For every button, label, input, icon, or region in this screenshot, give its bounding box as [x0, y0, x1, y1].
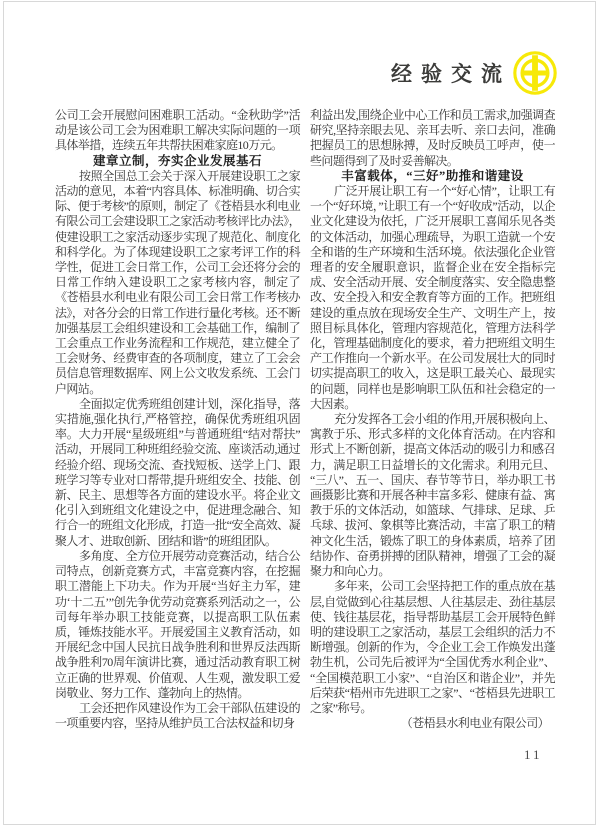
paragraph: 多角度、全方位开展劳动竞赛活动，结合公司特点，创新竞赛方式，丰富竞赛内容，在挖掘职工潜能上下功夫。作为开展“当好主力军，建功‘十二五’”创先争优劳动竞赛系列活动之一，公司每年举办职工技能竞赛，以提高职工队伍素质，锤炼技能水平。开展爱国主义教育活动，如开展纪念中国人民抗日战争胜利和世界反法西斯战争胜利70周年演讲比赛，通过活动教育职工树立正确的世界观、价值观、人生观，激发职工爱岗敬业、努力工作、蓬勃向上的热情。 [55, 548, 300, 700]
trade-union-emblem-icon [512, 50, 558, 96]
paragraph: 多年来，公司工会坚持把工作的重点放在基层,自觉做到心往基层想、人往基层走、劲往基层使、钱往基层花，指导帮助基层工会开展特色鲜明的建设职工之家活动，基层工会组织的活力不断增强。创新的作为，令企业工会工作焕发出蓬勃生机，公司先后被评为“全国优秀水利企业”、“全国模范职工小家”、“自治区和谐企业”，并先后荣获“梧州市先进职工之家”、“苍梧县先进职工之家”称号。 [310, 579, 555, 715]
paragraph: 全面拟定优秀班组创建计划，深化指导，落实措施,强化执行,严格管控，确保优秀班组巩固率。大力开展“星级班组”与普通班组“结对帮扶”活动，开展同工种班组经验交流、座谈活动,通过经验介绍、现场交流、查找短板、送学上门、跟班学习等专业对口帮带,提升班组安全、技能、创新、民主、思想等各方面的建设水平。将企业文化引入到班组文化建设之中，促进理念融合、知行合一的班组文化形成，打造一批“安全高效、凝聚人才、进取创新、团结和谐”的班组团队。 [55, 396, 300, 548]
section-header [391, 50, 558, 96]
paragraph: 利益出发,围绕企业中心工作和员工需求,加强调查研究,坚持亲眼去见、亲耳去听、亲口去问，准确把握员工的思想脉搏，及时反映员工呼声，使一些问题得到了及时妥善解决。 [310, 108, 555, 168]
paragraph: 工会还把作风建设作为工会干部队伍建设的一项重要内容，坚持从维护员工合法权益和切身 [55, 700, 300, 731]
paragraph: 充分发挥各工会小组的作用,开展积极向上、寓教于乐、形式多样的文化体育活动。在内容和形式上不断创新，提高文体活动的吸引力和感召力，满足职工日益增长的文化需求。利用元旦、“三八”、五一、国庆、春节等节日，举办职工书画摄影比赛和开展各种丰富多彩、健康有益、寓教于乐的文体活动，如篮球、气排球、足球、乒乓球、拔河、象棋等比赛活动，丰富了职工的精神文化生活，锻炼了职工的身体素质，培养了团结协作、奋勇拼搏的团队精神，增强了工会的凝聚力和向心力。 [310, 412, 555, 579]
paragraph: 广泛开展让职工有一个“好心情”，让职工有一个“好环境，”让职工有一个“好收成”活动，以企业文化建设为依托，广泛开展职工喜闻乐见各类的文体活动，加强心理疏导，为职工造就一个安全和谐的生产环境和生活环境。依法强化企业管理者的安全履职意识，监督企业在安全指标完成、安全活动开展、安全制度落实、安全隐患整改、安全投入和安全教育等方面的工作。把班组建设的重点放在现场安全生产、文明生产上，按照目标具体化，管理内容规范化，管理方法科学化，管理基础制度化的要求，着力把班组文明生产工作推向一个新水平。在公司发展壮大的同时切实提高职工的收入，这是职工最关心、最现实的问题，同样也是影响职工队伍和社会稳定的一大因素。 [310, 184, 555, 411]
paragraph: 按照全国总工会关于深入开展建设职工之家活动的意见，本着“内容具体、标准明确、切合实际、便于考核”的原则，制定了《苍梧县水利电业有限公司工会建设职工之家活动考核评比办法》，使建设职工之家活动逐步实现了规范化、制度化和科学化。为了体现建设职工之家考评工作的科学性，促进工会日常工作，公司工会还将分会的日常工作纳入建设职工之家考核内容，制定了《苍梧县水利电业有限公司工会日常工作考核办法》，对各分会的日常工作进行量化考核。还不断加强基层工会组织建设和工会基础工作，编制了工会重点工作业务流程和工作规范，建立健全了工会财务、经费审查的各项制度，建立了工会会员信息管理数据库、网上公文收发系统、工会门户网站。 [55, 168, 300, 396]
section-title: 经验交流 [391, 62, 511, 86]
article-body [55, 108, 555, 748]
section-heading: 建章立制，夯实企业发展基石 [92, 153, 262, 168]
author-signature: （苍梧县水利电业有限公司） [400, 716, 549, 731]
left-column [55, 108, 300, 748]
right-column [310, 108, 555, 748]
page-number: 11 [524, 747, 543, 762]
paragraph: 公司工会开展慰问困难职工活动。“金秋助学”活动是该公司工会为困难职工解决实际问题的一项具体举措，连续五年共帮扶困难家庭10万元。 [55, 108, 300, 153]
section-heading: 丰富载体，“三好”助推和谐建设 [341, 168, 524, 183]
